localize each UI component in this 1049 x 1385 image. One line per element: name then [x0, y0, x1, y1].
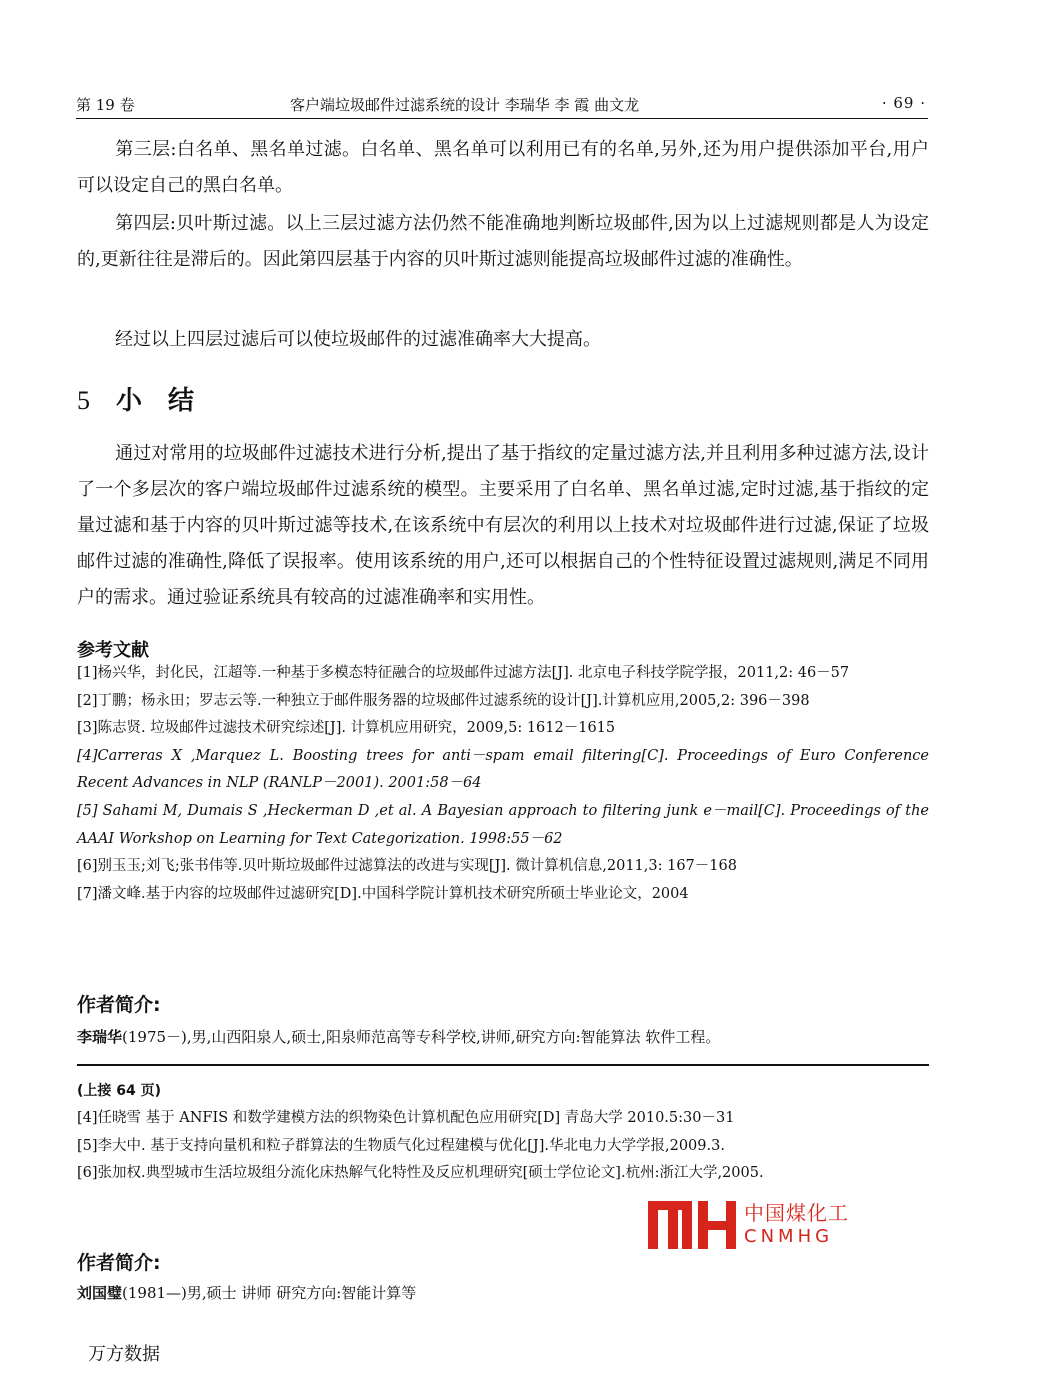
journal-volume: 第 19 卷	[76, 96, 135, 114]
logo-mark-icon	[648, 1197, 738, 1253]
continued-heading: (上接 64 页)	[77, 1083, 162, 1099]
references-heading: 参考文献	[77, 640, 149, 661]
paragraph-summary	[77, 322, 929, 358]
watermark-text-zh: 中国煤化工	[744, 1201, 849, 1225]
reference-list	[77, 660, 929, 908]
paragraph-layer4	[77, 206, 929, 278]
divider	[77, 1064, 929, 1066]
reference-item: [4]Carreras X ,Marquez L. Boosting trees for anti－spam email filtering[C]. Proceedings of Euro Conference Recent Advances in NLP (RANLP－2001). 2001:58－64	[77, 747, 929, 792]
reference-item: [3]陈志贤. 垃圾邮件过滤技术研究综述[J]. 计算机应用研究，2009,5: 1612－1615	[77, 720, 616, 737]
author-details: (1975－),男,山西阳泉人,硕士,阳泉师范高等专科学校,讲师,研究方向:智能算法 软件工程。	[122, 1028, 721, 1046]
header-article-title: 客户端垃圾邮件过滤系统的设计 李瑞华 李 霞 曲文龙	[290, 96, 640, 114]
watermark-text-en: CNMHG	[744, 1226, 834, 1247]
paragraph-layer3	[77, 132, 929, 204]
author-bio-heading: 作者简介:	[77, 994, 161, 1016]
author-bio	[77, 1026, 720, 1047]
continued-reference-list	[77, 1105, 929, 1188]
paragraph-text: 第四层:贝叶斯过滤。以上三层过滤方法仍然不能准确地判断垃圾邮件,因为以上过滤规则都是人为设定的,更新往往是滞后的。因此第四层基于内容的贝叶斯过滤则能提高垃圾邮件过滤的准确性。	[77, 213, 929, 270]
paragraph-conclusion	[77, 436, 929, 616]
watermark-logo	[648, 1197, 868, 1253]
author-name: 李瑞华	[77, 1028, 123, 1046]
reference-item: [5]李大中. 基于支持向量机和粒子群算法的生物质气化过程建模与优化[J].华北电力大学学报,2009.3.	[77, 1137, 725, 1154]
reference-item: [7]潘文峰.基于内容的垃圾邮件过滤研究[D].中国科学院计算机技术研究所硕士毕业论文，2004	[77, 885, 689, 902]
section-heading	[77, 380, 220, 417]
section-number: 5	[77, 386, 90, 415]
author-name: 刘国璧	[77, 1284, 123, 1302]
reference-item: [2]丁鹏；杨永田；罗志云等.一种独立于邮件服务器的垃圾邮件过滤系统的设计[J].计算机应用,2005,2: 396－398	[77, 692, 810, 709]
paragraph-text: 经过以上四层过滤后可以使垃圾邮件的过滤准确率大大提高。	[115, 329, 601, 350]
footer-source: 万方数据	[88, 1344, 160, 1365]
paragraph-text: 通过对常用的垃圾邮件过滤技术进行分析,提出了基于指纹的定量过滤方法,并且利用多种过滤方法,设计了一个多层次的客户端垃圾邮件过滤系统的模型。主要采用了白名单、黑名单过滤,定时过滤,基于指纹的定量过滤和基于内容的贝叶斯过滤等技术,在该系统中有层次的利用以上技术对垃圾邮件进行过滤,保证了垃圾邮件过滤的准确性,降低了误报率。使用该系统的用户,还可以根据自己的个性特征设置过滤规则,满足不同用户的需求。通过验证系统具有较高的过滤准确率和实用性。	[77, 443, 929, 608]
author-details: (1981—)男,硕士 讲师 研究方向:智能计算等	[122, 1284, 417, 1302]
reference-item: [4]任晓雪 基于 ANFIS 和数学建模方法的织物染色计算机配色应用研究[D] 青岛大学 2010.5:30－31	[77, 1110, 735, 1126]
reference-item: [1]杨兴华，封化民，江超等.一种基于多模态特征融合的垃圾邮件过滤方法[J]. 北京电子科技学院学报，2011,2: 46－57	[77, 665, 850, 681]
reference-item: [5] Sahami M, Dumais S ,Heckerman D ,et al. A Bayesian approach to filtering junk e－mail[C]. Proceedings of the AAAI Workshop on Learning for Text Categorization. 1998:55－62	[77, 802, 929, 847]
author-bio-heading-2: 作者简介:	[77, 1252, 161, 1274]
reference-item: [6]张加权.典型城市生活垃圾组分流化床热解气化特性及反应机理研究[硕士学位论文].杭州:浙江大学,2005.	[77, 1165, 764, 1182]
paragraph-text: 第三层:白名单、黑名单过滤。白名单、黑名单可以利用已有的名单,另外,还为用户提供添加平台,用户可以设定自己的黑白名单。	[77, 139, 929, 196]
section-title: 小结	[116, 386, 221, 416]
author-bio-2	[77, 1282, 416, 1303]
running-header	[76, 92, 928, 119]
page-number: · 69 ·	[881, 94, 926, 112]
reference-item: [6]别玉玉;刘飞;张书伟等.贝叶斯垃圾邮件过滤算法的改进与实现[J]. 微计算机信息,2011,3: 167－168	[77, 858, 737, 875]
